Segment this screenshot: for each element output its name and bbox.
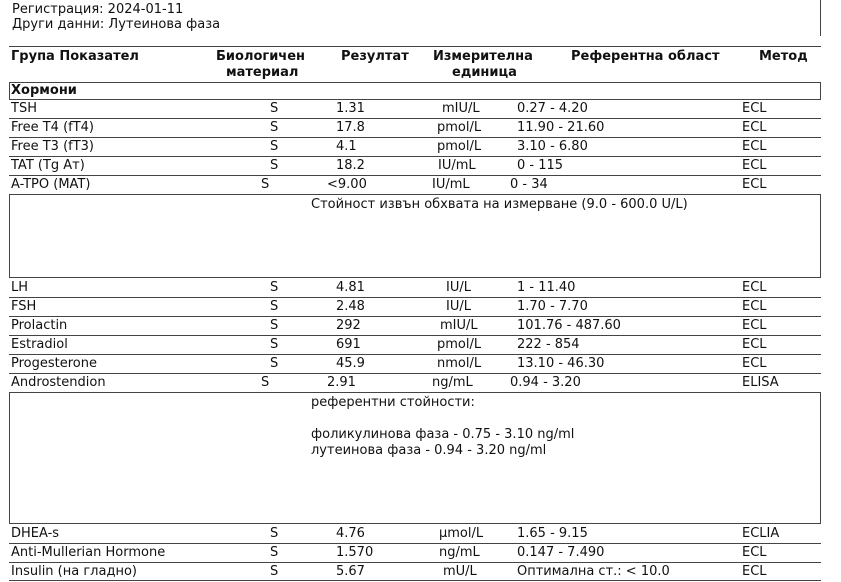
row-reference: 11.90 - 21.60 — [517, 120, 605, 135]
row-rule — [9, 354, 821, 355]
andro-note-follicular: фоликулинова фаза - 0.75 - 3.10 ng/ml — [311, 427, 575, 442]
andro-note-luteal: лутеинова фаза - 0.94 - 3.20 ng/ml — [311, 443, 547, 458]
row-material: S — [270, 337, 279, 352]
registration-date: Регистрация: 2024-01-11 — [12, 2, 184, 17]
col-group-header: Група Показател — [11, 49, 139, 64]
row-material: S — [270, 318, 279, 333]
row-rule — [9, 543, 821, 544]
section-right-border — [820, 82, 821, 99]
row-unit: pmol/L — [437, 120, 482, 135]
row-rule — [9, 392, 821, 393]
row-rule — [9, 562, 821, 563]
row-material: S — [261, 375, 270, 390]
row-unit: µmol/L — [439, 526, 484, 541]
row-name: Free T3 (fT3) — [11, 139, 94, 154]
row-method: ECL — [742, 139, 767, 154]
section-title: Хормони — [11, 83, 77, 98]
note-box-left-border — [9, 392, 10, 523]
col-result-header: Резултат — [341, 49, 409, 64]
row-unit: IU/mL — [432, 177, 470, 192]
row-result: 4.76 — [336, 526, 365, 541]
row-result: 5.67 — [336, 564, 365, 579]
row-reference: 1.65 - 9.15 — [517, 526, 588, 541]
section-bottom-rule — [9, 99, 821, 100]
row-reference: 101.76 - 487.60 — [517, 318, 621, 333]
note-box-bottom-rule — [9, 277, 821, 278]
row-unit: ng/mL — [432, 375, 473, 390]
row-name: A-TPO (MAT) — [11, 177, 91, 192]
row-unit: pmol/L — [437, 139, 482, 154]
row-name: Prolactin — [11, 318, 68, 333]
row-material: S — [270, 356, 279, 371]
row-result: <9.00 — [327, 177, 367, 192]
row-result: 2.91 — [327, 375, 356, 390]
row-name: Androstendion — [11, 375, 106, 390]
row-material: S — [270, 526, 279, 541]
row-rule — [9, 137, 821, 138]
col-material-header-1: Биологичен — [216, 49, 306, 64]
row-method: ECL — [742, 299, 767, 314]
col-material-header-2: материал — [226, 65, 299, 80]
row-unit: mIU/L — [442, 101, 480, 116]
row-reference: 0 - 34 — [510, 177, 548, 192]
row-method: ELISA — [742, 375, 779, 390]
row-reference: 0 - 115 — [517, 158, 564, 173]
row-rule — [9, 373, 821, 374]
header-top-rule — [9, 46, 821, 47]
col-unit-header-2: единица — [452, 65, 517, 80]
col-reference-header: Референтна област — [571, 49, 720, 64]
row-unit: pmol/L — [437, 337, 482, 352]
atpo-note: Стойност извън обхвата на измерване (9.0 - 600.0 U/L) — [311, 197, 688, 212]
row-rule — [9, 175, 821, 176]
row-method: ECL — [742, 318, 767, 333]
row-result: 691 — [336, 337, 361, 352]
andro-note-title: референтни стойности: — [311, 395, 475, 410]
row-unit: mIU/L — [440, 318, 478, 333]
row-method: ECL — [742, 545, 767, 560]
section-top-rule — [9, 82, 821, 83]
col-unit-header-1: Измерителна — [433, 49, 533, 64]
row-rule — [9, 335, 821, 336]
note-box-bottom-rule — [9, 523, 821, 524]
row-reference: 13.10 - 46.30 — [517, 356, 605, 371]
note-box-left-border — [9, 194, 10, 278]
row-name: Progesterone — [11, 356, 97, 371]
row-result: 2.48 — [336, 299, 365, 314]
row-name: FSH — [11, 299, 37, 314]
row-reference: 0.27 - 4.20 — [517, 101, 588, 116]
note-box-right-border — [820, 392, 821, 523]
note-box-right-border — [820, 194, 821, 278]
row-material: S — [270, 299, 279, 314]
row-name: Free T4 (fT4) — [11, 120, 94, 135]
row-rule — [9, 297, 821, 298]
row-name: LH — [11, 280, 29, 295]
row-method: ECL — [742, 158, 767, 173]
row-material: S — [270, 280, 279, 295]
row-rule — [9, 194, 821, 195]
row-unit: mU/L — [443, 564, 477, 579]
row-unit: nmol/L — [437, 356, 482, 371]
row-material: S — [270, 139, 279, 154]
col-method-header: Метод — [759, 49, 808, 64]
row-result: 1.31 — [336, 101, 365, 116]
row-reference: Оптимална ст.: < 10.0 — [517, 564, 670, 579]
row-result: 4.81 — [336, 280, 365, 295]
row-unit: IU/L — [446, 280, 471, 295]
row-name: Anti-Mullerian Hormone — [11, 545, 166, 560]
row-rule — [9, 118, 821, 119]
row-method: ECL — [742, 101, 767, 116]
row-result: 4.1 — [336, 139, 357, 154]
row-material: S — [270, 120, 279, 135]
row-result: 17.8 — [336, 120, 365, 135]
row-method: ECL — [742, 120, 767, 135]
row-result: 45.9 — [336, 356, 365, 371]
row-material: S — [270, 545, 279, 560]
row-reference: 1 - 11.40 — [517, 280, 576, 295]
section-left-border — [9, 82, 10, 99]
row-reference: 0.147 - 7.490 — [517, 545, 605, 560]
row-reference: 1.70 - 7.70 — [517, 299, 588, 314]
row-name: TAT (Tg Ат) — [11, 158, 85, 173]
row-name: Insulin (на гладно) — [11, 564, 137, 579]
row-reference: 222 - 854 — [517, 337, 580, 352]
row-result: 1.570 — [336, 545, 374, 560]
row-method: ECL — [742, 177, 767, 192]
row-unit: IU/mL — [438, 158, 476, 173]
row-material: S — [261, 177, 270, 192]
other-data: Други данни: Лутеинова фаза — [12, 17, 221, 32]
row-name: TSH — [11, 101, 37, 116]
row-rule — [9, 156, 821, 157]
row-reference: 0.94 - 3.20 — [510, 375, 581, 390]
top-right-border — [820, 0, 821, 36]
row-material: S — [270, 101, 279, 116]
row-name: DHEA-s — [11, 526, 60, 541]
row-unit: ng/mL — [439, 545, 480, 560]
row-method: ECLIA — [742, 526, 780, 541]
row-material: S — [270, 564, 279, 579]
row-material: S — [270, 158, 279, 173]
row-result: 292 — [336, 318, 361, 333]
row-method: ECL — [742, 564, 767, 579]
row-rule — [9, 580, 821, 581]
row-name: Estradiol — [11, 337, 68, 352]
row-result: 18.2 — [336, 158, 365, 173]
row-method: ECL — [742, 337, 767, 352]
row-unit: IU/L — [446, 299, 471, 314]
row-method: ECL — [742, 356, 767, 371]
row-rule — [9, 316, 821, 317]
row-reference: 3.10 - 6.80 — [517, 139, 588, 154]
row-method: ECL — [742, 280, 767, 295]
